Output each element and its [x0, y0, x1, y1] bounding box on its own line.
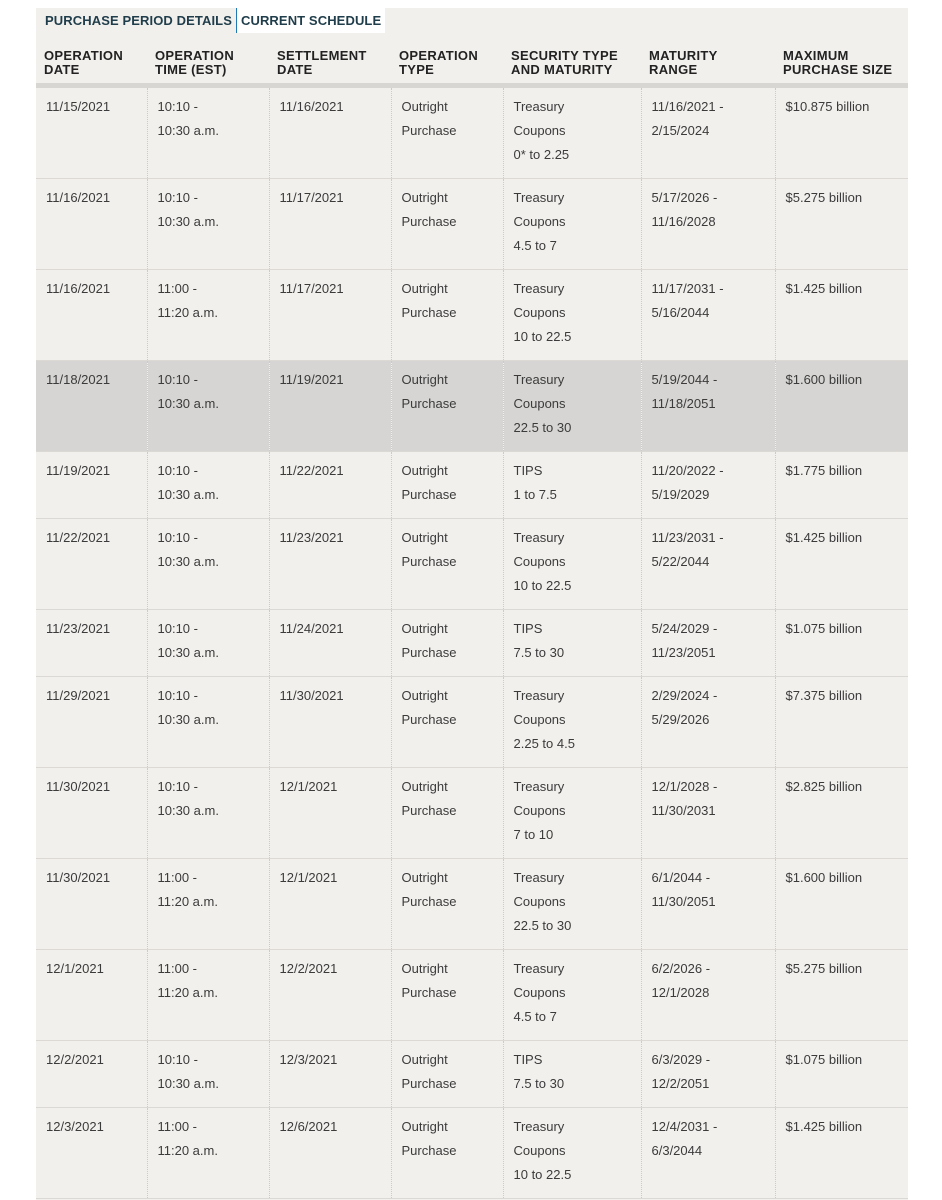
cell-text: 2/29/2024 -: [651, 688, 718, 703]
table-row: [36, 1108, 908, 1199]
table-row: [36, 950, 908, 1041]
cell-text: 11:20 a.m.: [157, 894, 218, 909]
cell-text: 11/30/2051: [651, 894, 716, 909]
cell-text: Treasury: [513, 281, 565, 296]
schedule-tabs: [36, 8, 908, 33]
cell-text: 10:30 a.m.: [157, 803, 219, 818]
settlement-date-cell: [269, 859, 391, 950]
security-type-cell: [503, 677, 641, 768]
cell-text: 11/16/2021: [279, 99, 344, 114]
cell-text: 10:10 -: [157, 779, 198, 794]
cell-text: Purchase: [401, 712, 457, 727]
settlement-date-cell: [269, 950, 391, 1041]
maturity-range-cell: [641, 270, 775, 361]
maturity-range-cell: [641, 519, 775, 610]
security-type-cell: [503, 950, 641, 1041]
cell-text: 10:10 -: [157, 621, 198, 636]
operation-date-cell: [36, 86, 147, 179]
maturity-range-cell: [641, 610, 775, 677]
cell-text: Purchase: [401, 305, 457, 320]
operation-time-cell: [147, 610, 269, 677]
cell-text: 11/30/2021: [279, 688, 344, 703]
cell-text: 2/15/2024: [651, 123, 710, 138]
cell-text: 11/17/2021: [279, 281, 344, 296]
cell-text: Outright: [401, 530, 448, 545]
maturity-range-cell: [641, 859, 775, 950]
cell-text: Treasury: [513, 1119, 565, 1134]
cell-text: 11/23/2051: [651, 645, 716, 660]
cell-text: 12/1/2021: [279, 870, 338, 885]
cell-text: $1.075 billion: [785, 621, 863, 636]
cell-text: TIPS: [513, 1052, 543, 1067]
operation-type-cell: [391, 768, 503, 859]
cell-text: Purchase: [401, 487, 457, 502]
cell-text: TIPS: [513, 621, 543, 636]
cell-text: 11:00 -: [157, 961, 198, 976]
cell-text: 1 to 7.5: [513, 487, 557, 502]
cell-text: 10:30 a.m.: [157, 645, 219, 660]
cell-text: 10:10 -: [157, 688, 198, 703]
cell-text: Outright: [401, 870, 448, 885]
cell-text: 10:10 -: [157, 530, 198, 545]
table-row: [36, 677, 908, 768]
cell-text: 12/1/2028 -: [651, 779, 718, 794]
cell-text: $10.875 billion: [785, 99, 870, 114]
cell-text: $1.600 billion: [785, 372, 863, 387]
cell-text: 0* to 2.25: [513, 147, 570, 162]
col-maturity-range-header: [641, 33, 775, 86]
cell-text: 6/3/2044: [651, 1143, 703, 1158]
table-row: [36, 361, 908, 452]
cell-text: 6/3/2029 -: [651, 1052, 711, 1067]
cell-text: 11/22/2021: [46, 530, 111, 545]
operation-date-cell: [36, 768, 147, 859]
cell-text: $1.075 billion: [785, 1052, 863, 1067]
max-purchase-size-cell: [775, 1041, 908, 1108]
cell-text: Treasury: [513, 530, 565, 545]
cell-text: TIPS: [513, 463, 543, 478]
col-settlement-date-header: [269, 33, 391, 86]
table-row: [36, 610, 908, 677]
maturity-range-cell: [641, 1041, 775, 1108]
operation-time-cell: [147, 677, 269, 768]
cell-text: 11/20/2022 -: [651, 463, 724, 478]
cell-text: 10:10 -: [157, 1052, 198, 1067]
cell-text: 7.5 to 30: [513, 1076, 565, 1091]
settlement-date-cell: [269, 1108, 391, 1199]
cell-text: 10:30 a.m.: [157, 123, 219, 138]
cell-text: Coupons: [513, 712, 566, 727]
cell-text: 10:30 a.m.: [157, 487, 219, 502]
table-row: [36, 859, 908, 950]
cell-text: 10:30 a.m.: [157, 1076, 219, 1091]
cell-text: Coupons: [513, 214, 566, 229]
operation-time-cell: [147, 179, 269, 270]
header-label: PURCHASE SIZE: [783, 62, 893, 77]
cell-text: Purchase: [401, 645, 457, 660]
maturity-range-cell: [641, 1108, 775, 1199]
cell-text: 12/2/2021: [46, 1052, 104, 1067]
cell-text: 11/23/2021: [279, 530, 344, 545]
cell-text: Treasury: [513, 870, 565, 885]
cell-text: 10:10 -: [157, 372, 198, 387]
cell-text: 6/2/2026 -: [651, 961, 711, 976]
cell-text: $1.425 billion: [785, 530, 863, 545]
maturity-range-cell: [641, 768, 775, 859]
operation-type-cell: [391, 519, 503, 610]
cell-text: 11/29/2021: [46, 688, 111, 703]
cell-text: $2.825 billion: [785, 779, 863, 794]
operation-time-cell: [147, 768, 269, 859]
cell-text: 4.5 to 7: [513, 238, 557, 253]
cell-text: 5/16/2044: [651, 305, 710, 320]
maturity-range-cell: [641, 361, 775, 452]
operation-type-cell: [391, 950, 503, 1041]
settlement-date-cell: [269, 610, 391, 677]
cell-text: 11/18/2021: [46, 372, 111, 387]
operation-time-cell: [147, 270, 269, 361]
header-label: MATURITY: [649, 48, 718, 63]
header-label: RANGE: [649, 62, 698, 77]
cell-text: $5.275 billion: [785, 190, 863, 205]
cell-text: 11/17/2031 -: [651, 281, 724, 296]
cell-text: Treasury: [513, 372, 565, 387]
operation-type-cell: [391, 86, 503, 179]
cell-text: 11/19/2021: [279, 372, 344, 387]
cell-text: 12/6/2021: [279, 1119, 338, 1134]
cell-text: 12/1/2028: [651, 985, 710, 1000]
cell-text: 10 to 22.5: [513, 578, 572, 593]
max-purchase-size-cell: [775, 179, 908, 270]
cell-text: 12/3/2021: [279, 1052, 338, 1067]
cell-text: $5.275 billion: [785, 961, 863, 976]
settlement-date-cell: [269, 270, 391, 361]
cell-text: $7.375 billion: [785, 688, 863, 703]
security-type-cell: [503, 859, 641, 950]
max-purchase-size-cell: [775, 950, 908, 1041]
cell-text: 10:10 -: [157, 463, 198, 478]
cell-text: Purchase: [401, 894, 457, 909]
header-label: MAXIMUM: [783, 48, 849, 63]
operation-type-cell: [391, 859, 503, 950]
cell-text: Coupons: [513, 554, 566, 569]
schedule-panel: [36, 8, 908, 1200]
cell-text: Outright: [401, 779, 448, 794]
security-type-cell: [503, 610, 641, 677]
table-row: [36, 179, 908, 270]
table-row: [36, 519, 908, 610]
maturity-range-cell: [641, 677, 775, 768]
tab-purchase-period-details[interactable]: PURCHASE PERIOD DETAILS: [45, 13, 232, 28]
header-label: DATE: [277, 62, 313, 77]
operation-date-cell: [36, 452, 147, 519]
cell-text: 10:30 a.m.: [157, 214, 219, 229]
settlement-date-cell: [269, 1041, 391, 1108]
cell-text: 5/22/2044: [651, 554, 710, 569]
cell-text: Outright: [401, 1119, 448, 1134]
max-purchase-size-cell: [775, 859, 908, 950]
cell-text: 10:30 a.m.: [157, 396, 219, 411]
operation-time-cell: [147, 950, 269, 1041]
operation-date-cell: [36, 950, 147, 1041]
col-operation-time-header: [147, 33, 269, 86]
cell-text: Coupons: [513, 396, 566, 411]
operation-time-cell: [147, 859, 269, 950]
cell-text: $1.775 billion: [785, 463, 863, 478]
operation-time-cell: [147, 519, 269, 610]
max-purchase-size-cell: [775, 677, 908, 768]
cell-text: 11/23/2021: [46, 621, 111, 636]
cell-text: 11/17/2021: [279, 190, 344, 205]
cell-text: 11:20 a.m.: [157, 1143, 218, 1158]
cell-text: Coupons: [513, 123, 566, 138]
cell-text: Coupons: [513, 803, 566, 818]
operation-type-cell: [391, 1108, 503, 1199]
security-type-cell: [503, 768, 641, 859]
operation-time-cell: [147, 1108, 269, 1199]
table-row: [36, 452, 908, 519]
cell-text: 4.5 to 7: [513, 1009, 557, 1024]
maturity-range-cell: [641, 452, 775, 519]
cell-text: Purchase: [401, 214, 457, 229]
cell-text: 11:20 a.m.: [157, 305, 218, 320]
operation-time-cell: [147, 86, 269, 179]
cell-text: 10:10 -: [157, 99, 198, 114]
operation-date-cell: [36, 1108, 147, 1199]
cell-text: Purchase: [401, 554, 457, 569]
cell-text: Outright: [401, 99, 448, 114]
cell-text: 11/22/2021: [279, 463, 344, 478]
cell-text: 11/16/2021 -: [651, 99, 724, 114]
cell-text: 6/1/2044 -: [651, 870, 711, 885]
table-row: [36, 768, 908, 859]
cell-text: Purchase: [401, 985, 457, 1000]
cell-text: Treasury: [513, 190, 565, 205]
cell-text: 7 to 10: [513, 827, 554, 842]
cell-text: Purchase: [401, 803, 457, 818]
col-security-type-header: [503, 33, 641, 86]
header-label: OPERATION: [399, 48, 479, 63]
max-purchase-size-cell: [775, 1108, 908, 1199]
operation-time-cell: [147, 361, 269, 452]
cell-text: Coupons: [513, 305, 566, 320]
col-operation-type-header: [391, 33, 503, 86]
cell-text: 22.5 to 30: [513, 420, 572, 435]
max-purchase-size-cell: [775, 610, 908, 677]
operation-date-cell: [36, 179, 147, 270]
cell-text: Purchase: [401, 396, 457, 411]
operation-date-cell: [36, 1041, 147, 1108]
header-label: TIME (EST): [155, 62, 227, 77]
cell-text: Outright: [401, 1052, 448, 1067]
security-type-cell: [503, 519, 641, 610]
cell-text: 11/30/2031: [651, 803, 716, 818]
operation-type-cell: [391, 610, 503, 677]
maturity-range-cell: [641, 950, 775, 1041]
operation-date-cell: [36, 519, 147, 610]
maturity-range-cell: [641, 86, 775, 179]
table-row: [36, 270, 908, 361]
header-label: OPERATION: [155, 48, 235, 63]
operation-type-cell: [391, 1041, 503, 1108]
cell-text: $1.600 billion: [785, 870, 863, 885]
cell-text: 12/2/2021: [279, 961, 338, 976]
settlement-date-cell: [269, 519, 391, 610]
cell-text: 22.5 to 30: [513, 918, 572, 933]
cell-text: Outright: [401, 621, 448, 636]
header-label: AND MATURITY: [511, 62, 613, 77]
cell-text: $1.425 billion: [785, 281, 863, 296]
security-type-cell: [503, 270, 641, 361]
security-type-cell: [503, 179, 641, 270]
cell-text: 10 to 22.5: [513, 1167, 572, 1182]
cell-text: 11/19/2021: [46, 463, 111, 478]
cell-text: 11/16/2021: [46, 190, 111, 205]
cell-text: Treasury: [513, 99, 565, 114]
cell-text: Purchase: [401, 123, 457, 138]
cell-text: 11/16/2028: [651, 214, 716, 229]
cell-text: Outright: [401, 961, 448, 976]
security-type-cell: [503, 1041, 641, 1108]
max-purchase-size-cell: [775, 452, 908, 519]
cell-text: 11/30/2021: [46, 779, 111, 794]
schedule-table: [36, 33, 908, 1199]
operation-time-cell: [147, 452, 269, 519]
cell-text: Treasury: [513, 688, 565, 703]
settlement-date-cell: [269, 452, 391, 519]
cell-text: 2.25 to 4.5: [513, 736, 575, 751]
security-type-cell: [503, 452, 641, 519]
cell-text: Outright: [401, 372, 448, 387]
cell-text: 7.5 to 30: [513, 645, 565, 660]
max-purchase-size-cell: [775, 86, 908, 179]
cell-text: Treasury: [513, 961, 565, 976]
cell-text: 10 to 22.5: [513, 329, 572, 344]
cell-text: 12/1/2021: [279, 779, 338, 794]
header-label: TYPE: [399, 62, 435, 77]
cell-text: 11/16/2021: [46, 281, 111, 296]
operation-date-cell: [36, 361, 147, 452]
header-label: OPERATION: [44, 48, 124, 63]
cell-text: 12/2/2051: [651, 1076, 710, 1091]
cell-text: 12/1/2021: [46, 961, 104, 976]
max-purchase-size-cell: [775, 519, 908, 610]
operation-date-cell: [36, 270, 147, 361]
cell-text: Coupons: [513, 1143, 566, 1158]
operation-type-cell: [391, 677, 503, 768]
settlement-date-cell: [269, 768, 391, 859]
header-label: SETTLEMENT: [277, 48, 367, 63]
cell-text: 11:00 -: [157, 281, 198, 296]
cell-text: Outright: [401, 688, 448, 703]
cell-text: 12/4/2031 -: [651, 1119, 718, 1134]
cell-text: 10:30 a.m.: [157, 554, 219, 569]
cell-text: 5/17/2026 -: [651, 190, 718, 205]
col-maximum-purchase-size-header: [775, 33, 908, 86]
settlement-date-cell: [269, 86, 391, 179]
tab-current-schedule[interactable]: CURRENT SCHEDULE: [236, 8, 385, 33]
cell-text: 5/19/2029: [651, 487, 710, 502]
operation-type-cell: [391, 270, 503, 361]
cell-text: 11/24/2021: [279, 621, 344, 636]
cell-text: $1.425 billion: [785, 1119, 863, 1134]
operation-type-cell: [391, 179, 503, 270]
cell-text: 5/29/2026: [651, 712, 710, 727]
cell-text: Outright: [401, 281, 448, 296]
cell-text: Purchase: [401, 1076, 457, 1091]
table-header-row: [36, 33, 908, 86]
table-body: [36, 86, 908, 1199]
settlement-date-cell: [269, 361, 391, 452]
cell-text: Outright: [401, 463, 448, 478]
operation-date-cell: [36, 677, 147, 768]
operation-type-cell: [391, 361, 503, 452]
cell-text: 5/24/2029 -: [651, 621, 718, 636]
cell-text: 11/18/2051: [651, 396, 716, 411]
cell-text: 11/15/2021: [46, 99, 111, 114]
cell-text: 11/23/2031 -: [651, 530, 724, 545]
cell-text: 12/3/2021: [46, 1119, 104, 1134]
cell-text: 11/30/2021: [46, 870, 111, 885]
cell-text: 10:10 -: [157, 190, 198, 205]
table-row: [36, 86, 908, 179]
cell-text: Treasury: [513, 779, 565, 794]
cell-text: Coupons: [513, 985, 566, 1000]
security-type-cell: [503, 86, 641, 179]
cell-text: Coupons: [513, 894, 566, 909]
cell-text: Outright: [401, 190, 448, 205]
operation-type-cell: [391, 452, 503, 519]
cell-text: 11:00 -: [157, 870, 198, 885]
operation-date-cell: [36, 859, 147, 950]
header-label: SECURITY TYPE: [511, 48, 618, 63]
cell-text: 11:20 a.m.: [157, 985, 218, 1000]
table-row: [36, 1041, 908, 1108]
header-label: DATE: [44, 62, 80, 77]
max-purchase-size-cell: [775, 270, 908, 361]
cell-text: 11:00 -: [157, 1119, 198, 1134]
max-purchase-size-cell: [775, 768, 908, 859]
security-type-cell: [503, 361, 641, 452]
cell-text: Purchase: [401, 1143, 457, 1158]
operation-time-cell: [147, 1041, 269, 1108]
cell-text: 5/19/2044 -: [651, 372, 718, 387]
max-purchase-size-cell: [775, 361, 908, 452]
col-operation-date-header: [36, 33, 147, 86]
security-type-cell: [503, 1108, 641, 1199]
settlement-date-cell: [269, 179, 391, 270]
settlement-date-cell: [269, 677, 391, 768]
operation-date-cell: [36, 610, 147, 677]
maturity-range-cell: [641, 179, 775, 270]
cell-text: 10:30 a.m.: [157, 712, 219, 727]
